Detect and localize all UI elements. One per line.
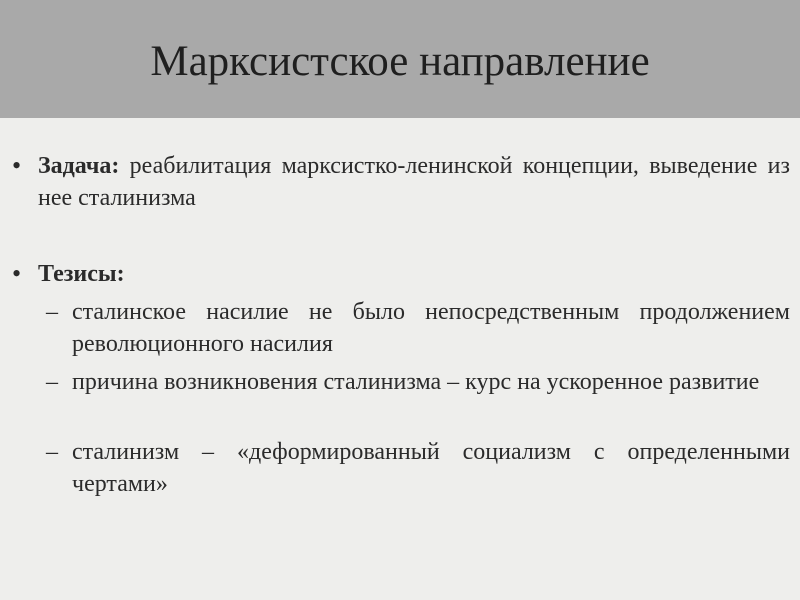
thesis-dash-2: – [46,369,58,395]
task-label: Задача: [38,153,120,179]
thesis-item-3: сталинизм – «деформированный социализм с определенными чертами» [72,439,790,497]
title-band [0,0,800,118]
thesis-item-2: причина возникновения сталинизма – курс на ускоренное развитие [72,369,760,395]
theses-label: Тезисы: [38,261,125,287]
task-text: реабилитация марксистко-ленинской концепции, выведение из нее сталинизма [38,153,790,211]
theses-heading [38,258,790,290]
slide-title: Марксистское направление [150,38,650,85]
thesis-dash-3: – [46,439,58,465]
thesis-item-1: сталинское насилие не было непосредственным продолжением революционного насилия [72,299,790,357]
theses-bullet: • [12,259,22,288]
thesis-dash-1: – [46,299,58,325]
task-paragraph [38,150,790,214]
task-bullet: • [12,151,22,180]
